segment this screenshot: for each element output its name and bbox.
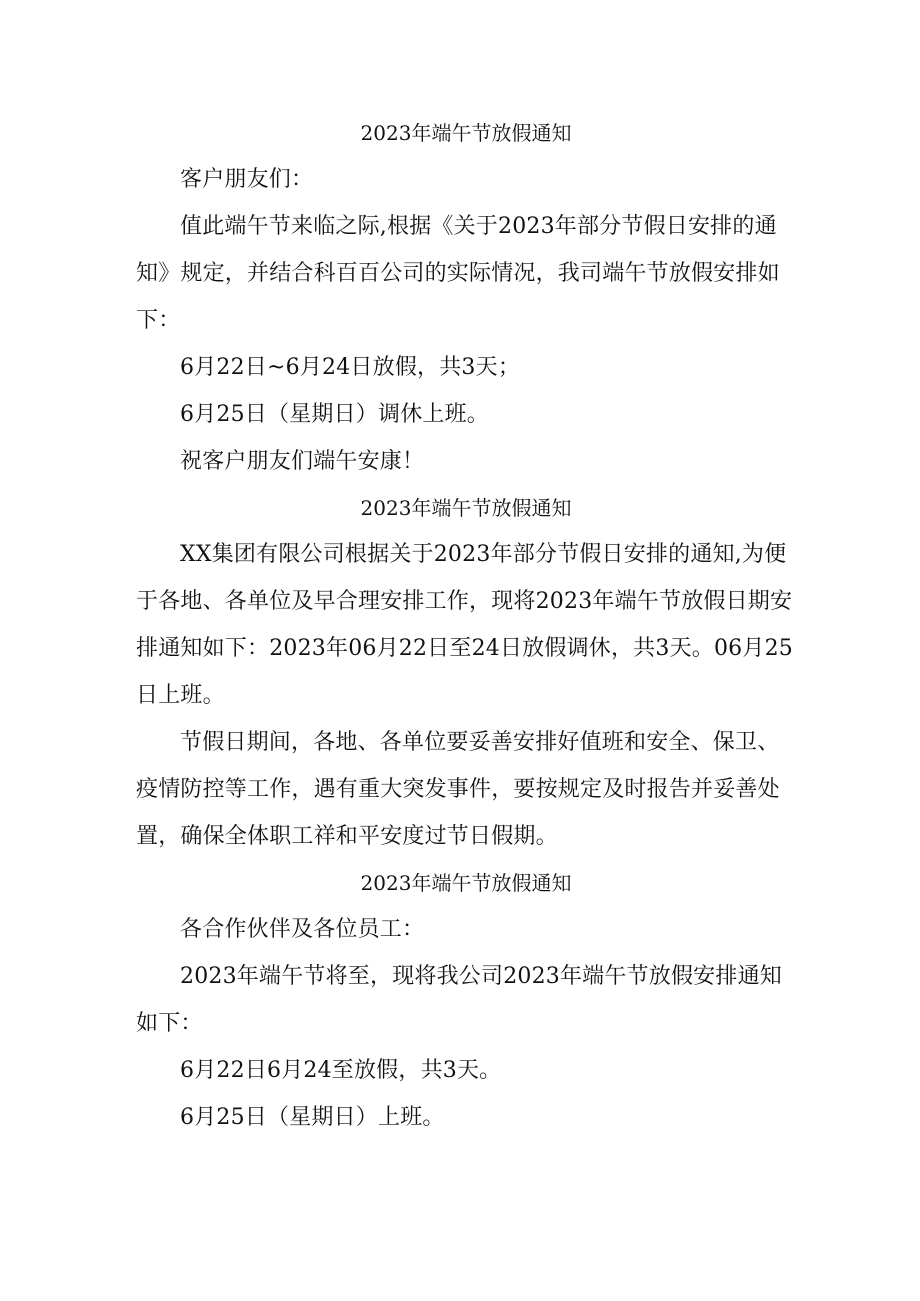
notice-greeting: 各合作伙伴及各位员工：: [180, 917, 425, 942]
notice-workday: 6月25日（星期日）上班。: [180, 1105, 445, 1130]
notice-closing: 祝客户朋友们端午安康！: [180, 449, 425, 474]
notice-paragraph: 2023年端午节将至，现将我公司2023年端午节放假安排通知如下：: [136, 964, 782, 1036]
notice-holiday-dates: 6月22日~6月24日放假，共3天；: [180, 355, 521, 380]
notice-title: 2023年端午节放假通知: [360, 496, 572, 520]
notice-title: 2023年端午节放假通知: [360, 871, 572, 895]
notice-holiday-dates: 6月22日6月24至放假，共3天。: [180, 1058, 502, 1083]
notice-workday: 6月25日（星期日）调休上班。: [180, 402, 489, 427]
document-content: [136, 110, 796, 1141]
notice-paragraph: 值此端午节来临之际,根据《关于2023年部分节假日安排的通知》规定，并结合科百百公司的实际情况，我司端午节放假安排如下：: [136, 214, 780, 333]
notice-section-2: [136, 485, 796, 860]
notice-greeting: 客户朋友们：: [180, 167, 314, 192]
notice-paragraph: 节假日期间，各地、各单位要妥善安排好值班和安全、保卫、疫情防控等工作，遇有重大突发事件，要按规定及时报告并妥善处置，确保全体职工祥和平安度过节日假期。: [136, 730, 780, 849]
notice-title: 2023年端午节放假通知: [360, 121, 572, 145]
notice-section-3: [136, 860, 796, 1141]
notice-section-1: [136, 110, 796, 485]
notice-paragraph: XX集团有限公司根据关于2023年部分节假日安排的通知,为便于各地、各单位及早合理安排工作，现将2023年端午节放假日期安排通知如下：2023年06月22日至24日放假调休，共3天。06月25日上班。: [136, 542, 793, 708]
